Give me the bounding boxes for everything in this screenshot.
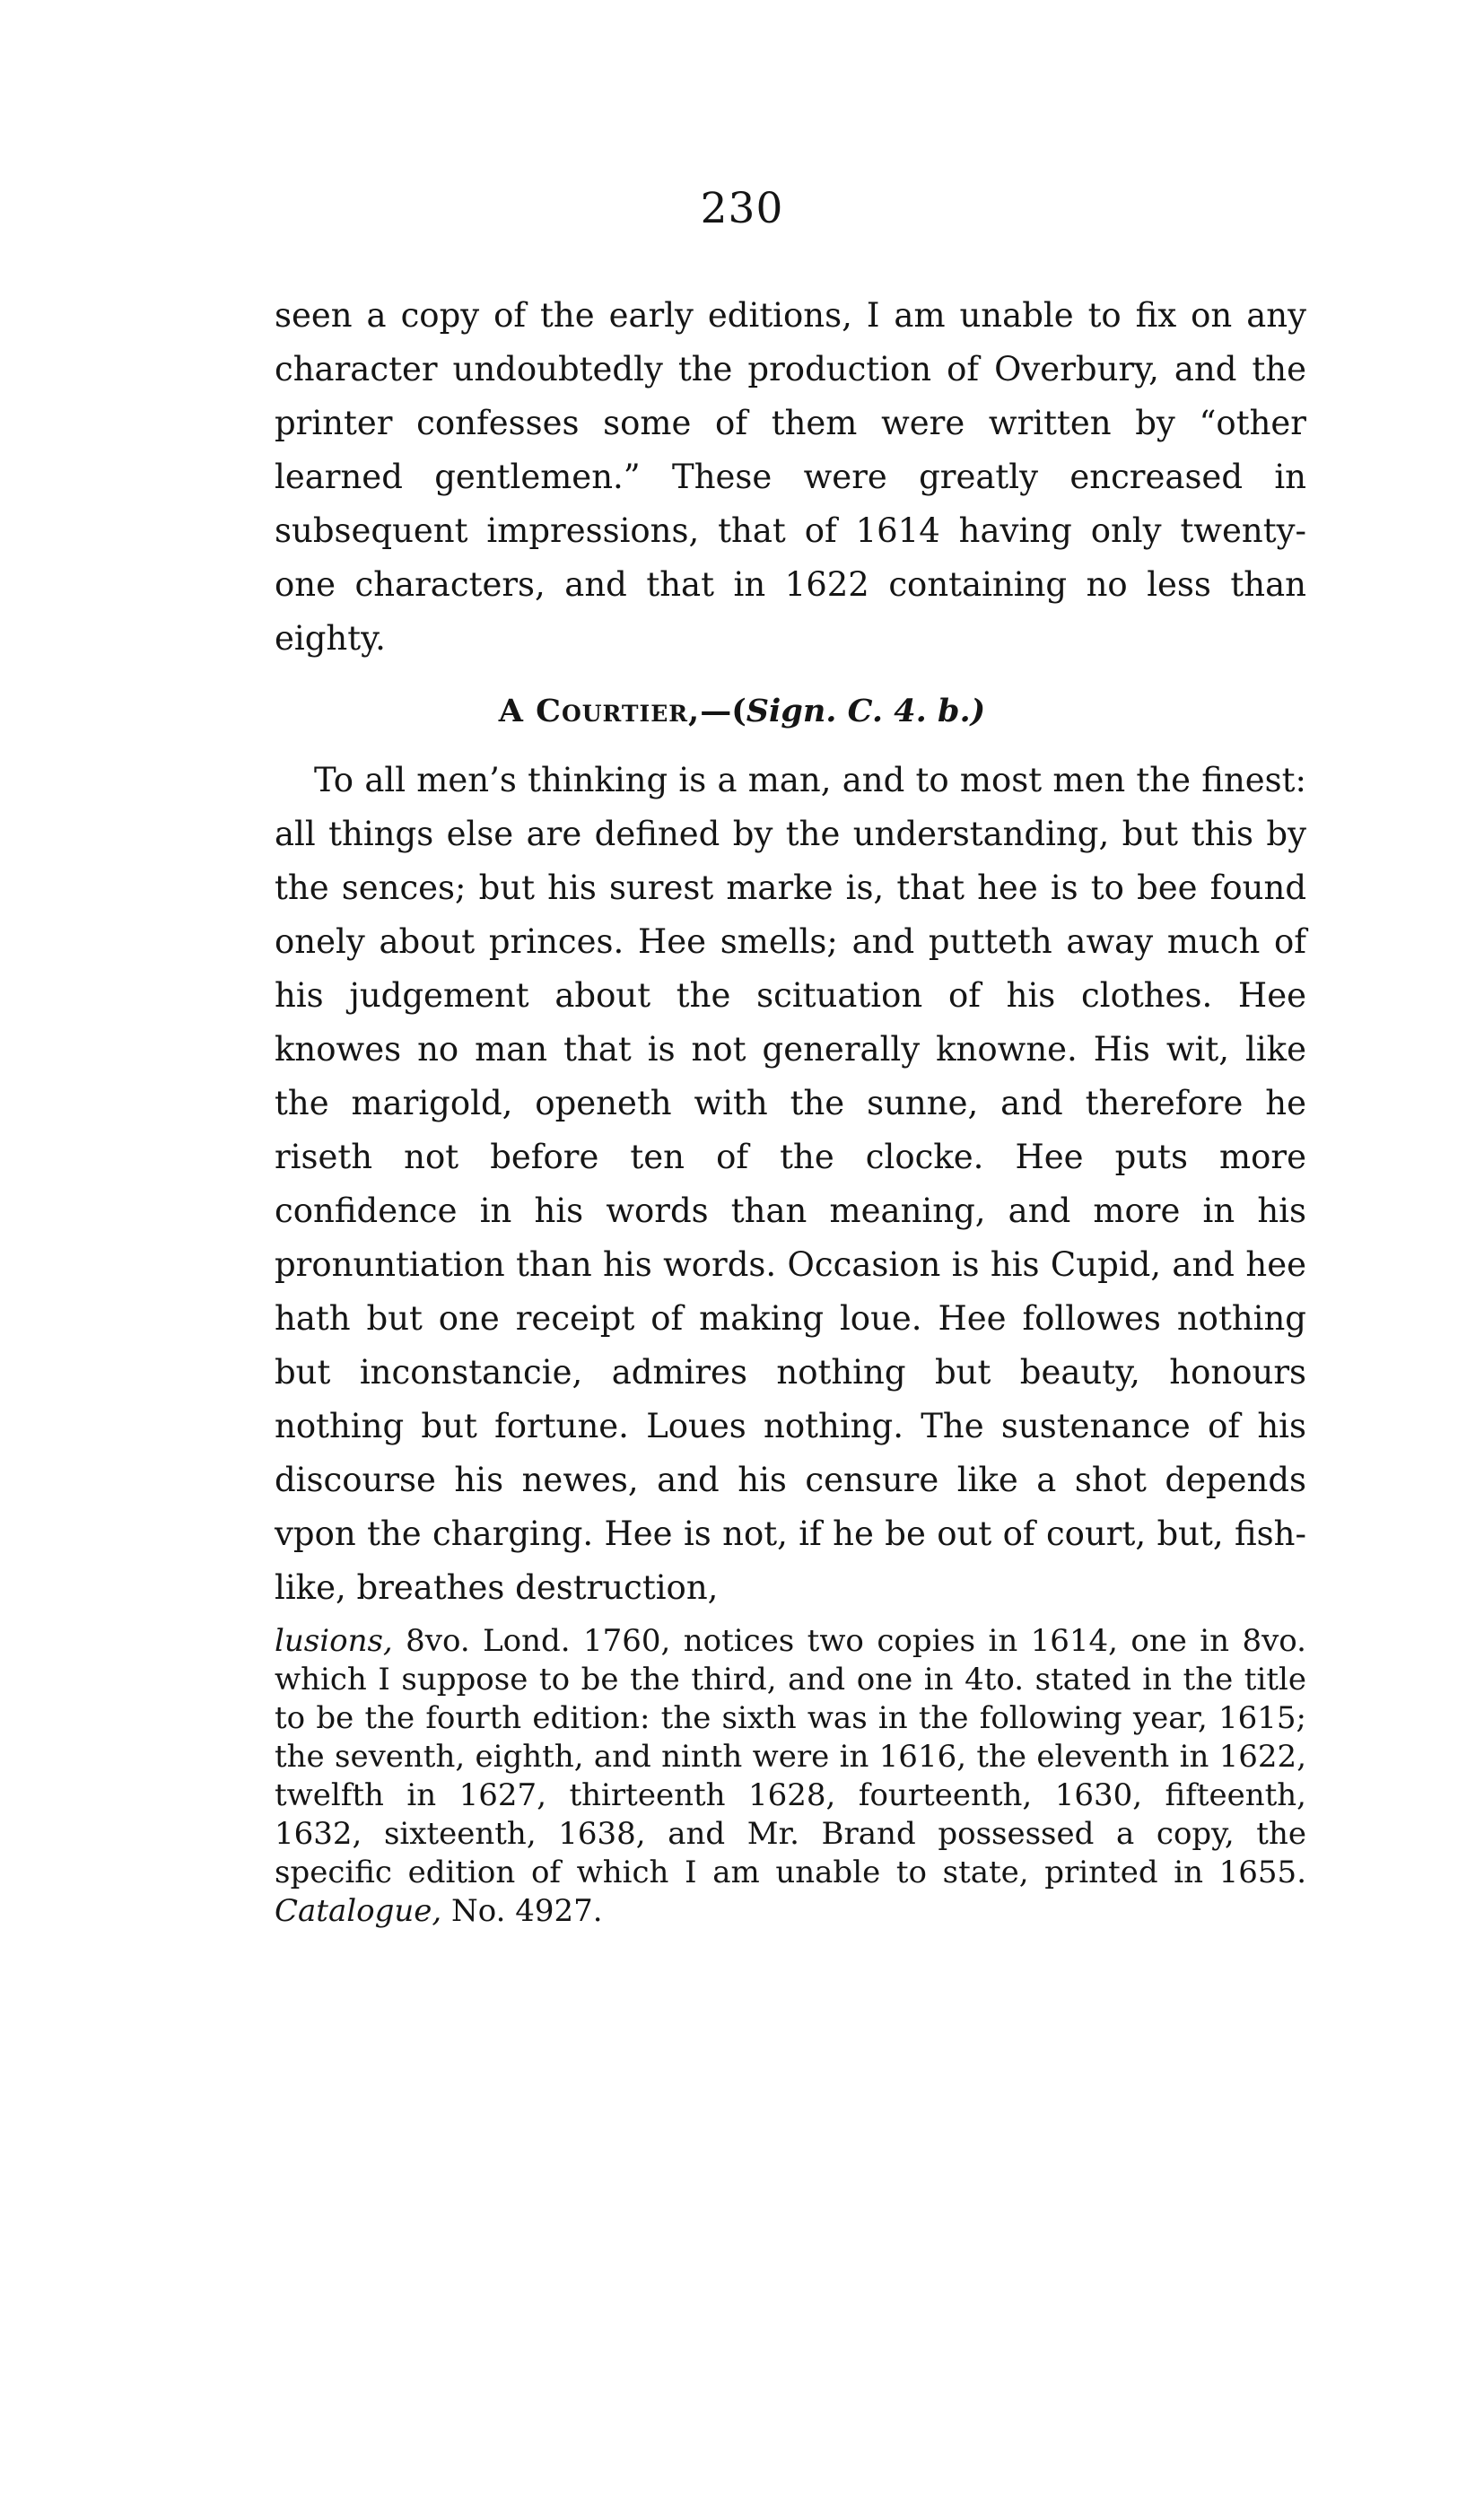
section-heading	[0, 693, 1484, 729]
footnote-lead-word: lusions,	[275, 1623, 393, 1659]
footnote	[275, 1622, 1306, 1931]
courtier-paragraph: To all men’s thinking is a man, and to most men the finest: all things else are defined by the understanding, but this by the sences; but his surest marke is, that hee is to bee found onely about princes. Hee smells; and putteth away much of his judgement about the scituation of his clothes. Hee knowes no man that is not generally knowne. His wit, like the marigold, openeth with the sunne, and therefore he riseth not before ten of the clocke. Hee puts more confidence in his words than meaning, and more in his pronuntiation than his words. Occasion is his Cupid, and hee hath but one receipt of making loue. Hee followes nothing but inconstancie, admires nothing but beauty, honours nothing but fortune. Loues nothing. The sustenance of his discourse his newes, and his censure like a shot depends vpon the charging. Hee is not, if he be out of court, but, fish-like, breathes destruction,	[275, 761, 1306, 1607]
signature-reference: Sign.	[746, 693, 837, 729]
intro-paragraph: seen a copy of the early editions, I am unable to fix on any character undoubtedly the production of Overbury, and the printer confesses some of them were written by “other learned gentlemen.” These were greatly encreased in subsequent impressions, that of 1614 having only twenty-one characters, and that in 1622 containing no less than eighty.	[275, 296, 1306, 658]
footnote-catalogue-label: Catalogue,	[275, 1893, 442, 1929]
section-dash: —(	[700, 693, 746, 729]
section-title: A Courtier,	[498, 693, 701, 729]
footnote-text: 8vo. Lond. 1760, notices two copies in 1614, one in 8vo. which I suppose to be the third, and one in 4to. stated in the title to be the fourth edition: the sixth was in the following year, 1615; the seventh, eighth, and ninth were in 1616, the eleventh in 1622, twelfth in 1627, thirteenth 1628, fourteenth, 1630, fifteenth, 1632, sixteenth, 1638, and Mr. Brand possessed a copy, the specific edition of which I am unable to state, printed in 1655.	[275, 1623, 1306, 1890]
page-number: 230	[700, 184, 784, 233]
footnote-catalogue-number: No. 4927.	[441, 1893, 603, 1929]
signature-location: C. 4. b.)	[836, 693, 986, 729]
